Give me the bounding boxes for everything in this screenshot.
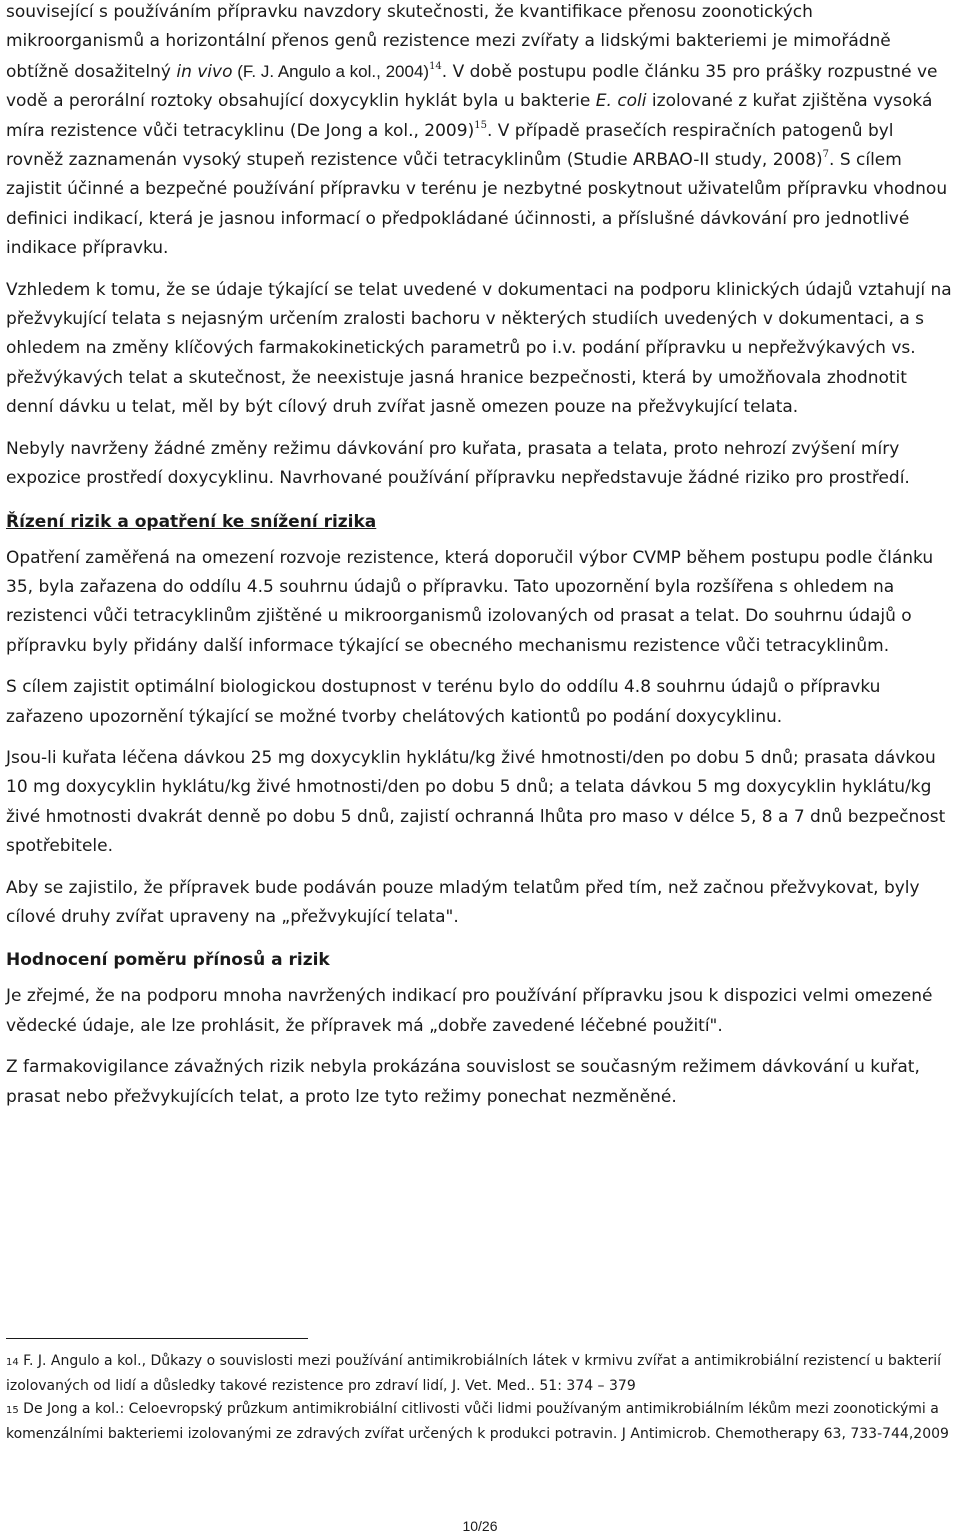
footnote-text: De Jong a kol.: Celoevropský průzkum antimikrobiální citlivosti vůči lidmi používaným antimikrobiálním lékům mezi zoonotickými a komenzálními bakteriemi izolovanými ze zdravých zvířat určených k produkci potravin. J Antimicrob. Chemotherapy 63, 733-744,2009 [6,1401,949,1442]
in-vivo-text: in vivo [176,61,233,82]
paragraph-calves: Vzhledem k tomu, že se údaje týkající se telat uvedené v dokumentaci na podporu klinických údajů vztahují na přežvykující telata s nejasným určením zralosti bachoru v některých studiích uvedených v dokumentaci, a s ohledem na změny klíčových farmakokinetických parametrů po i.v. podání přípravku u nepřežvýkavých vs. přežvýkavých telat a skutečnost, že neexistuje jasná hranice bezpečnosti, která by umožňovala zhodnotit denní dávku u telat, měl by být cílový druh zvířat jasně omezen pouze na přežvykující telata. [6,279,952,418]
footnote-15 [6,1398,956,1446]
paragraph-well-established-use: Je zřejmé, že na podporu mnoha navržených indikací pro používání přípravku jsou k dispozici velmi omezené vědecké údaje, ale lze prohlásit, že přípravek má „dobře zavedené léčebné použití". [6,986,933,1036]
paragraph-bioavailability: S cílem zajistit optimální biologickou dostupnost v terénu bylo do oddílu 4.8 souhrnu údajů o přípravku zařazeno upozornění týkající se možné tvorby chelátových kationtů po podání doxycyklinu. [6,677,881,727]
paragraph-environment: Nebyly navrženy žádné změny režimu dávkování pro kuřata, prasata a telata, proto nehrozí zvýšení míry expozice prostředí doxycyklinu. Navrhované používání přípravku nepředstavuje žádné riziko pro prostředí. [6,438,910,489]
reference-ref-7: 7 [822,149,830,161]
section-heading-risk-management: Řízení rizik a opatření ke snížení rizika [6,511,377,532]
footnote-number: 14 [6,1357,19,1368]
paragraph-resistance-measures: Opatření zaměřená na omezení rozvoje rezistence, která doporučil výbor CVMP během postupu podle článku 35, byla zařazena do oddílu 4.5 souhrnu údajů o přípravku. Tato upozornění byla rozšířena s ohledem na rezistenci vůči tetracyklinům zjištěné u mikroorganismů izolovaných od prasat a telat. Do souhrnu údajů o přípravku byly přidány další informace týkající se obecného mechanismu rezistence vůči tetracyklinům. [6,547,934,656]
p1-text-e: . V případě prasečích respiračních patogenů byl rovněž zaznamenán vysoký stupeň rezistence vůči tetracyklinům (Studie ARBAO-II study, 2008) [6,120,894,171]
paragraph-withdrawal-period: Jsou-li kuřata léčena dávkou 25 mg doxycyklin hyklátu/kg živé hmotnosti/den po dobu 5 dnů; prasata dávkou 10 mg doxycyklin hyklátu/kg živé hmotnosti/den po dobu 5 dnů; a telata dávkou 5 mg doxycyklin hyklátu/kg živé hmotnosti dvakrát denně po dobu 5 dnů, zajistí ochranná lhůta pro maso v délce 5, 8 a 7 dnů bezpečnost spotřebitele. [6,747,946,857]
footnote-separator [6,1338,308,1339]
footnote-text: F. J. Angulo a kol., Důkazy o souvislosti mezi používání antimikrobiálních látek v krmivu zvířat a antimikrobiální rezistencí u bakterií izolovaných od lidí a důsledky takové rezistence pro zdraví lidí, J. Vet. Med.. 51: 374 – 379 [6,1353,942,1394]
section-heading-benefit-risk: Hodnocení poměru přínosů a rizik [6,950,330,971]
e-coli-text: E. coli [595,91,647,112]
paragraph-target-species: Aby se zajistilo, že přípravek bude podáván pouze mladým telatům před tím, než začnou přežvykovat, byly cílové druhy zvířat upraveny na „přežvykující telata". [6,877,920,927]
paragraph-intro [6,0,956,264]
footnotes [6,1350,956,1446]
p1-text-d: izolované z kuřat zjištěna vysoká míra rezistence vůči tetracyklinu (De Jong a kol., 2009) [6,91,933,141]
p1-text-c: . V době postupu podle článku 35 pro prášky rozpustné ve vodě a perorální roztoky obsahující doxycyklin hyklát byla u bakterie [6,61,938,112]
p1-text-a: související s používáním přípravku navzdory skutečnosti, že kvantifikace přenosu zoonotických mikroorganismů a horizontální přenos genů rezistence mezi zvířaty a lidskými bakteriemi je mimořádně obtížně dosažitelný [6,2,891,82]
footnote-14 [6,1350,956,1398]
page-number: 10/26 [462,1518,498,1534]
paragraph-pharmacovigilance: Z farmakovigilance závažných rizik nebyla prokázána souvislost se současným režimem dávkování u kuřat, prasat nebo přežvykujících telat, a proto lze tyto režimy ponechat nezměněné. [6,1057,920,1107]
p1-text-b: (F. J. Angulo a kol., 2004) [232,61,430,81]
footnote-ref-15[interactable]: 15 [474,119,487,131]
document-page [6,0,956,1112]
footnote-ref-14[interactable]: 14 [429,60,442,72]
footnote-number: 15 [6,1405,19,1417]
p1-text-f: . S cílem zajistit účinné a bezpečné používání přípravku v terénu je nezbytné poskytnout uživatelům přípravku vhodnou definici indikací, která je jasnou informací o předpokládané účinnosti, a příslušné dávkování pro jednotlivé indikace přípravku. [6,150,948,259]
